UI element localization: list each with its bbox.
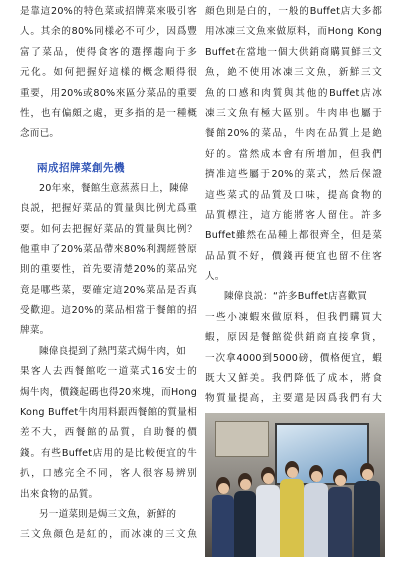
text-line: 竟是哪些菜，要確定這20%菜品是否真 (20, 284, 197, 296)
text-line: 另一道菜則是焗三文魚，新鮮的 (39, 508, 177, 520)
right-column (205, 2, 382, 410)
text-line: 魚的口感和肉質與其他的Buffet店冰 (205, 87, 382, 99)
text-line: 要。如何去把握好菜品的質量與比例？ (20, 223, 197, 235)
staff-group-photo (205, 413, 385, 557)
text-line: 顔色則是白的，一般的Buffet店大多都 (205, 6, 382, 17)
text-line: 念而已。 (20, 128, 60, 140)
text-line: 良説，把握好菜品的質量與比例尤爲重 (20, 203, 197, 215)
text-line: 陳偉良説：“許多Buffet店喜歡買 (224, 291, 368, 303)
text-line: 陳偉良提到了熱門菜式焗牛肉，如 (39, 345, 186, 357)
text-line: 重要，用20%或80%來區分菜品的重要 (20, 87, 197, 99)
text-line: 品質標注，這方能將客人留住。許多 (205, 209, 382, 221)
text-line: 蝦，原因是餐館從供銷商直接拿貨， (205, 332, 382, 344)
text-line: 出來食物的品質。 (20, 488, 99, 500)
text-line: 差不大，西餐館的品質，自助餐的價 (20, 427, 197, 439)
text-line: 富了菜品，使得食客的選擇趨向于多 (20, 46, 197, 58)
text-line: Buffet在當地一個大供銷商購買鮮三文 (205, 46, 382, 58)
text-line: 這些菜式的品質及口味，提高食物的 (205, 189, 382, 201)
section-heading: 兩成招牌菜創先機 (37, 161, 125, 174)
left-column (20, 2, 197, 546)
text-line: 既大又鮮美。我們降低了成本，將食 (205, 373, 382, 385)
person-figure (327, 469, 353, 557)
text-line: 錢。有些Buffet店用的是比較便宜的牛 (20, 447, 197, 459)
text-line: 餐館20%的菜品，牛肉在品質上是絶 (205, 128, 382, 140)
text-line: Kong Buffet牛肉用料跟西餐館的質量相 (20, 407, 197, 419)
text-line: 人。其余的80%同樣必不可少，因爲豐 (20, 26, 197, 38)
text-line: Buffet雖然在品種上都很齊全，但是菜 (205, 230, 382, 242)
text-line: 三文魚顔色是紅的，而冰凍的三文魚 (20, 529, 197, 541)
person-figure (353, 463, 381, 557)
text-line: 人。 (205, 271, 225, 283)
text-line: 扒，口感完全不同，客人很容易辨别 (20, 468, 197, 480)
text-line: 性，也有偏頗之處，更多指的是一種概 (20, 107, 197, 119)
text-line: 一次拿4000到5000磅，價格便宜，蝦 (205, 352, 382, 364)
text-line: 是靠這20%的特色菜或招牌菜來吸引客 (20, 6, 197, 17)
person-figure (255, 467, 281, 557)
person-figure (303, 465, 329, 557)
text-line: 果客人去西餐館吃一道菜式16安士的 (20, 366, 197, 378)
text-line: 用冰凍三文魚來做原料，而Hong Kong (205, 26, 382, 38)
text-line: 焗牛肉，價錢起碼也得20來塊，而Hong (20, 386, 197, 398)
text-line: 物質量提高，主要還是因爲我們有大 (205, 393, 382, 405)
person-figure (233, 473, 257, 557)
text-line: 受歡迎。這20%的菜品相當于餐館的招 (20, 305, 197, 317)
text-line: 魚，絶不使用冰凍三文魚，新鮮三文 (205, 67, 382, 79)
text-line: 凍三文魚有極大區别。牛肉串也屬于 (205, 107, 382, 119)
text-line: 一些小凍蝦來做原料，但我們購買大 (205, 311, 382, 323)
text-line: 則的重要性，首先要清楚20%的菜品究 (20, 264, 197, 276)
text-line: 品品質不好，價錢再便宜也留不住客 (205, 250, 382, 262)
person-figure (279, 461, 305, 557)
text-line: 好的。當然成本會有所增加，但我們 (205, 148, 382, 160)
wall-sign (215, 421, 269, 457)
text-line: 20年來，餐館生意蒸蒸日上，陳偉 (39, 182, 189, 194)
text-line: 他重申了20%菜品帶來80%利潤經營原 (20, 243, 197, 255)
text-line: 牌菜。 (20, 325, 50, 337)
text-line: 擠准這些屬于20%的菜式，然后保證 (205, 169, 382, 181)
person-figure (211, 477, 235, 557)
text-line: 元化。如何把握好這樣的概念順得很 (20, 67, 197, 79)
